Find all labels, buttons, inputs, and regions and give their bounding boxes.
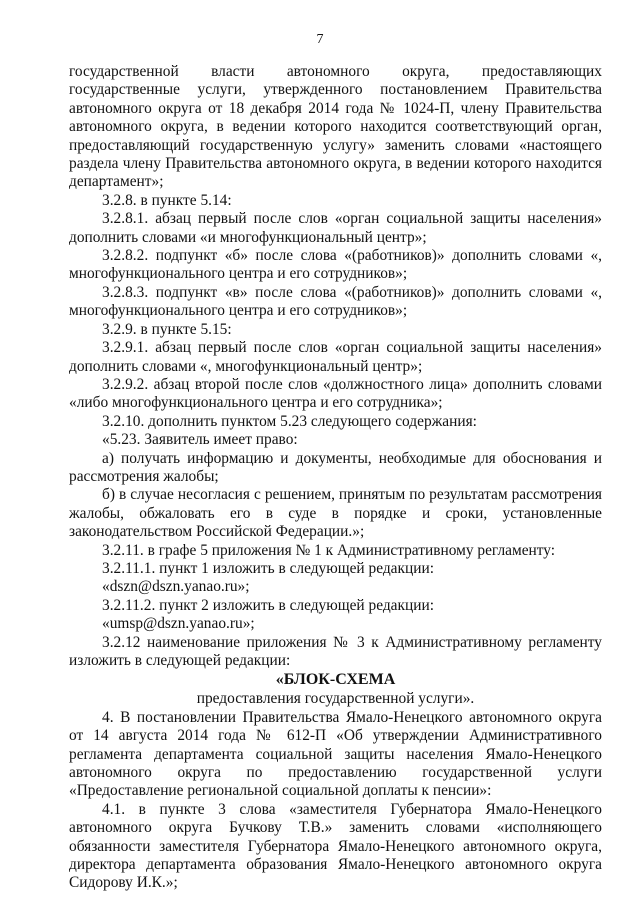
paragraph-3-2-10: 3.2.10. дополнить пунктом 5.23 следующего содержания:	[102, 412, 477, 430]
paragraph-5-23: «5.23. Заявитель имеет право:	[102, 431, 298, 449]
paragraph-3-2-9-1: 3.2.9.1. абзац первый после слов «орган социальной защиты населения» дополнить словами «, многофункциональный центр»;	[69, 339, 602, 375]
paragraph-3-2-8: 3.2.8. в пункте 5.14:	[102, 191, 232, 209]
paragraph-3-2-8-3: 3.2.8.3. подпункт «в» после слова «(работников)» дополнить словами «, многофункционального центра и его сотрудников»;	[69, 283, 602, 320]
paragraph-4: 4. В постановлении Правительства Ямало-Ненецкого автономного округа от 14 августа 2014 года № 612-П «Об утверждении Административного регламента департамента социальной защиты населения Ямало-Ненецкого автономного округа по предоставлению государственной услуги «Предоставление региональной социальной доплаты к пенсии»:	[69, 708, 602, 800]
paragraph-3-2-11: 3.2.11. в графе 5 приложения № 1 к Административному регламенту:	[102, 541, 556, 559]
page-number: 7	[316, 32, 324, 47]
paragraph-3-2-12: 3.2.12 наименование приложения № 3 к Административному регламенту изложить в следующей редакции:	[69, 633, 602, 669]
email-umsp: «umsp@dszn.yanao.ru»;	[102, 615, 255, 633]
paragraph-4-1: 4.1. в пункте 3 слова «заместителя Губернатора Ямало-Ненецкого автономного округа Бучкову Т.В.» заменить словами «исполняющего обязанности заместителя Губернатора Ямало-Ненецкого автономного округа, директора департамента образования Ямало-Ненецкого автономного округа Сидорову И.К.»;	[69, 800, 602, 892]
paragraph-3-2-8-2: 3.2.8.2. подпункт «б» после слова «(работников)» дополнить словами «, многофункционального центра и его сотрудников»;	[69, 247, 602, 283]
paragraph-3-2-11-1: 3.2.11.1. пункт 1 изложить в следующей редакции:	[102, 559, 434, 577]
paragraph-5-23-b: б) в случае несогласия с решением, принятым по результатам рассмотрения жалобы, обжаловать его в суде в порядке и сроки, установленные законодательством Российской Федерации.»;	[69, 486, 602, 541]
paragraph-3-2-11-2: 3.2.11.2. пункт 2 изложить в следующей редакции:	[102, 596, 434, 614]
block-scheme-subheading: предоставления государственной услуги».	[196, 690, 475, 708]
paragraph-3-2-9: 3.2.9. в пункте 5.15:	[102, 320, 232, 338]
paragraph-5-23-a: а) получать информацию и документы, необходимые для обоснования и рассмотрения жалобы;	[69, 449, 602, 485]
paragraph-continuation: государственной власти автономного округа, предоставляющих государственные услуги, утвержденного постановлением Правительства автономного округа от 18 декабря 2014 года № 1024-П, члену Правительства автономного округа, в ведении которого находится соответствующий орган, предоставляющий государственную услугу» заменить словами «настоящего раздела члену Правительства автономного округа, в ведении которого находится департамент»;	[69, 63, 602, 191]
block-scheme-heading: «БЛОК-СХЕМА	[275, 671, 396, 689]
document-body	[69, 63, 602, 893]
email-dszn: «dszn@dszn.yanao.ru»;	[102, 578, 250, 596]
paragraph-3-2-8-1: 3.2.8.1. абзац первый после слов «орган социальной защиты населения» дополнить словами «и многофункциональный центр»;	[69, 210, 602, 246]
paragraph-3-2-9-2: 3.2.9.2. абзац второй после слов «должностного лица» дополнить словами «либо многофункционального центра и его сотрудника»;	[69, 375, 602, 412]
